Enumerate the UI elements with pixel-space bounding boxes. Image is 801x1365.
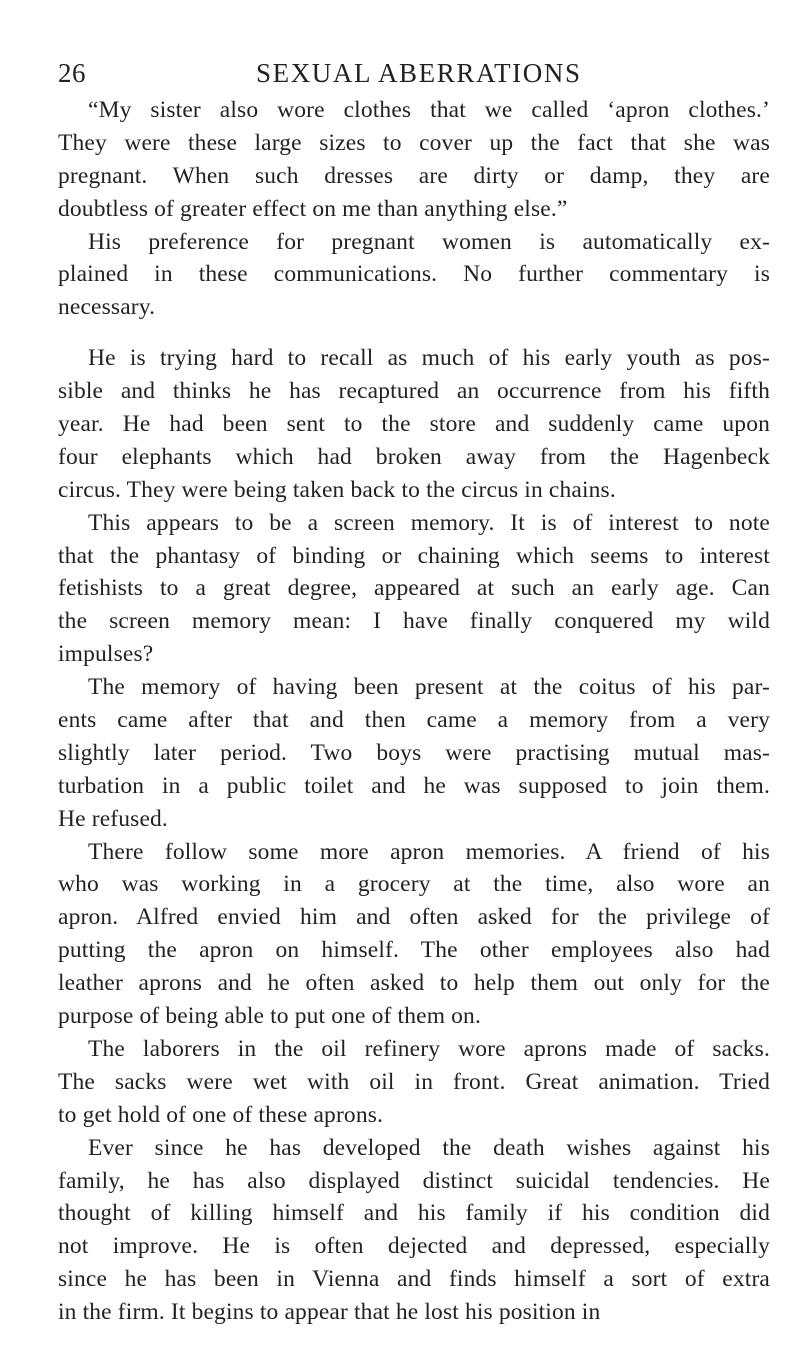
text-line: since he has been in Vienna and finds himself a sort of extra [58, 1266, 770, 1293]
paragraph [58, 836, 770, 1033]
text-line: The memory of having been present at the coitus of his par- [88, 674, 770, 701]
text-line: doubtless of greater effect on me than anything else.” [58, 195, 568, 222]
text-line: that the phantasy of binding or chaining which seems to interest [58, 542, 770, 569]
text-line: turbation in a public toilet and he was supposed to join them. [58, 772, 770, 799]
text-line: pregnant. When such dresses are dirty or damp, they are [58, 162, 770, 189]
paragraph [58, 342, 770, 506]
paragraph [58, 94, 770, 226]
text-line: circus. They were being taken back to the circus in chains. [58, 476, 616, 503]
paragraph [58, 671, 770, 835]
text-line: slightly later period. Two boys were practising mutual mas- [58, 739, 770, 766]
text-line: leather aprons and he often asked to help them out only for the [58, 970, 770, 997]
text-line: to get hold of one of these aprons. [58, 1101, 384, 1128]
paragraph [58, 1033, 770, 1132]
text-line: He is trying hard to recall as much of his early youth as pos- [88, 345, 770, 372]
text-line: thought of killing himself and his family if his condition did [58, 1200, 770, 1227]
text-line: four elephants which had broken away from the Hagenbeck [58, 443, 770, 470]
text-line: There follow some more apron memories. A friend of his [88, 838, 770, 865]
text-line: year. He had been sent to the store and suddenly came upon [58, 411, 770, 438]
text-line: in the firm. It begins to appear that he lost his position in [58, 1299, 601, 1326]
text-line: This appears to be a screen memory. It is of interest to note [88, 509, 770, 536]
text-line: ents came after that and then came a memory from a very [58, 707, 770, 734]
text-line: fetishists to a great degree, appeared at such an early age. Can [58, 575, 770, 602]
text-line: sible and thinks he has recaptured an occurrence from his fifth [58, 378, 770, 405]
paragraph [58, 1132, 770, 1329]
text-line: “My sister also wore clothes that we called ‘apron clothes.’ [88, 97, 770, 123]
text-line: His preference for pregnant women is automatically ex- [88, 228, 770, 255]
text-line: They were these large sizes to cover up the fact that she was [58, 129, 770, 156]
text-line: Ever since he has developed the death wishes against his [88, 1134, 770, 1161]
text-line: The sacks were wet with oil in front. Great animation. Tried [58, 1068, 770, 1095]
text-line: The laborers in the oil refinery wore aprons made of sacks. [88, 1035, 770, 1062]
paragraph [58, 226, 770, 325]
text-line: not improve. He is often dejected and depressed, especially [58, 1233, 770, 1260]
text-line: putting the apron on himself. The other employees also had [58, 937, 770, 964]
page-number: 26 [58, 58, 86, 88]
text-line: purpose of being able to put one of them on. [58, 1003, 481, 1030]
running-head: SEXUAL ABERRATIONS [256, 58, 582, 88]
text-line: He refused. [58, 805, 168, 832]
text-line: the screen memory mean: I have finally conquered my wild [58, 608, 770, 635]
text-line: family, he has also displayed distinct suicidal tendencies. He [58, 1167, 770, 1194]
text-line: who was working in a grocery at the time, also wore an [58, 871, 770, 898]
page-header [58, 58, 764, 94]
paragraph [58, 507, 770, 671]
text-line: impulses? [58, 641, 154, 668]
text-line: plained in these communications. No further commentary is [58, 261, 770, 288]
paragraph-gap [58, 324, 770, 342]
body-text [58, 94, 770, 1329]
text-line: apron. Alfred envied him and often asked for the privilege of [58, 904, 770, 931]
text-line: necessary. [58, 294, 156, 321]
